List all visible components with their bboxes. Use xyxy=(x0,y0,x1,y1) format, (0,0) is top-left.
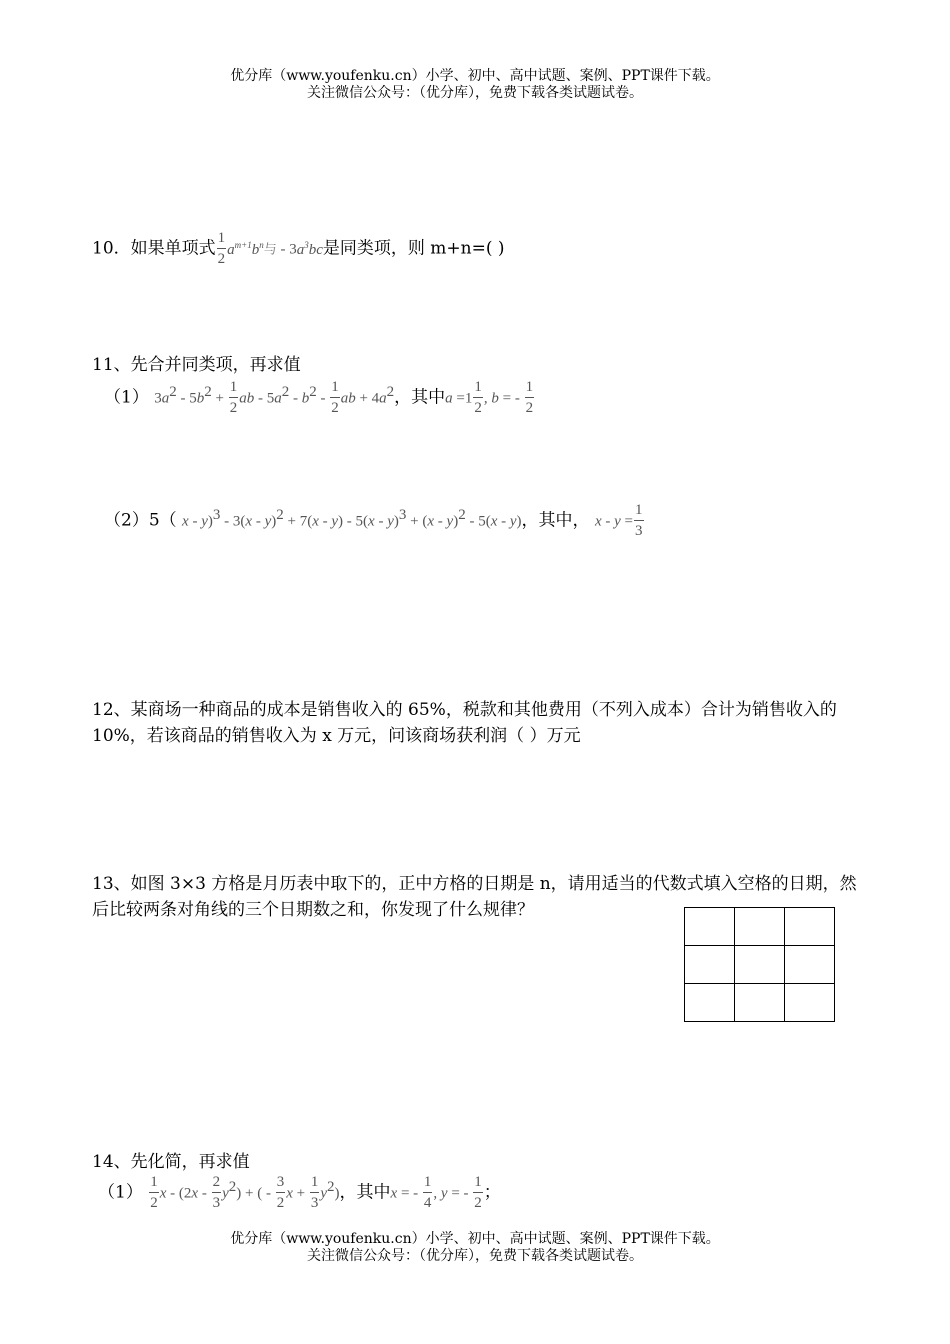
q11-p2-label: （2）5（ xyxy=(104,510,177,531)
grid-cell xyxy=(735,908,785,946)
q14-p1-where: ，其中 xyxy=(339,1182,391,1203)
q10-suffix: 是同类项，则 m+n=( ) xyxy=(322,238,505,259)
q14-title: 14、先化简，再求值 xyxy=(92,1152,250,1172)
grid-cell xyxy=(735,984,785,1022)
grid-cell xyxy=(785,908,835,946)
question-10: 10．如果单项式 $\frac{1}{2}$ $a^{m+1}b^n$与 - $3a^3bc$是同类项，则 m+n=( ) xyxy=(92,230,505,267)
page-footer xyxy=(0,1231,950,1265)
grid-cell xyxy=(735,946,785,984)
fraction: $\frac{1}{2}$ xyxy=(217,230,226,267)
q11-title: 11、先合并同类项，再求值 xyxy=(92,355,301,375)
grid-cell xyxy=(685,984,735,1022)
q14-p1-label: （1） xyxy=(98,1182,143,1203)
grid-cell xyxy=(685,946,735,984)
calendar-grid-3x3 xyxy=(684,907,835,1022)
q11-p2-where: ，其中， xyxy=(521,510,590,531)
q11-p1-where: ，其中 xyxy=(394,387,446,408)
q11-p1-label: （1） xyxy=(104,387,149,408)
footer-line-1: 优分库（www.youfenku.cn）小学、初中、高中试题、案例、PPT课件下载。 xyxy=(230,1231,720,1247)
grid-cell xyxy=(785,984,835,1022)
q11-part-1: （1） $3a^2 - 5b^2$ + $\frac{1}{2}$ ab - $5a^2 - b^2$ - $\frac{1}{2}$ ab + $4a^2$，其中a =1 $\frac{1}{2}$ , b = - $\frac{1}{2}$ xyxy=(104,379,534,416)
question-13: 13、如图 3×3 方格是月历表中取下的，正中方格的日期是 n，请用适当的代数式填入空格的日期，然后比较两条对角线的三个日期数之和，你发现了什么规律？ xyxy=(92,874,857,920)
q14-part-1: （1） $\frac{1}{2}$ x - (2x - $\frac{2}{3}$ $y^2$) + ( - $\frac{3}{2}$ x + $\frac{1}{3}$ $y^2$)，其中x = - $\frac{1}{4}$ , y = - $\frac{1}{2}$ ； xyxy=(98,1174,501,1211)
grid-cell xyxy=(785,946,835,984)
q10-mid: 与 xyxy=(263,242,277,258)
q10-prefix: 10．如果单项式 xyxy=(92,238,216,259)
header-line-2: 关注微信公众号：（优分库），免费下载各类试题试卷。 xyxy=(307,85,643,101)
question-12: 12、某商场一种商品的成本是销售收入的 65%，税款和其他费用（不列入成本）合计为销售收入的 10%，若该商品的销售收入为 x 万元，问该商场获利润（ ）万元 xyxy=(92,700,837,746)
page-header xyxy=(0,68,950,102)
header-line-1: 优分库（www.youfenku.cn）小学、初中、高中试题、案例、PPT课件下载。 xyxy=(230,68,720,84)
q14-p1-end: ； xyxy=(483,1182,501,1203)
q11-part-2: （2）5（ x - y)$^3$ - 3(x - y)$^2$ + 7(x - y) - 5(x - y)$^3$ + (x - y)$^2$ - 5(x - y)，其中， x - y = $\frac{1}{3}$ xyxy=(104,502,643,539)
grid-cell xyxy=(685,908,735,946)
footer-line-2: 关注微信公众号：（优分库），免费下载各类试题试卷。 xyxy=(307,1248,643,1264)
